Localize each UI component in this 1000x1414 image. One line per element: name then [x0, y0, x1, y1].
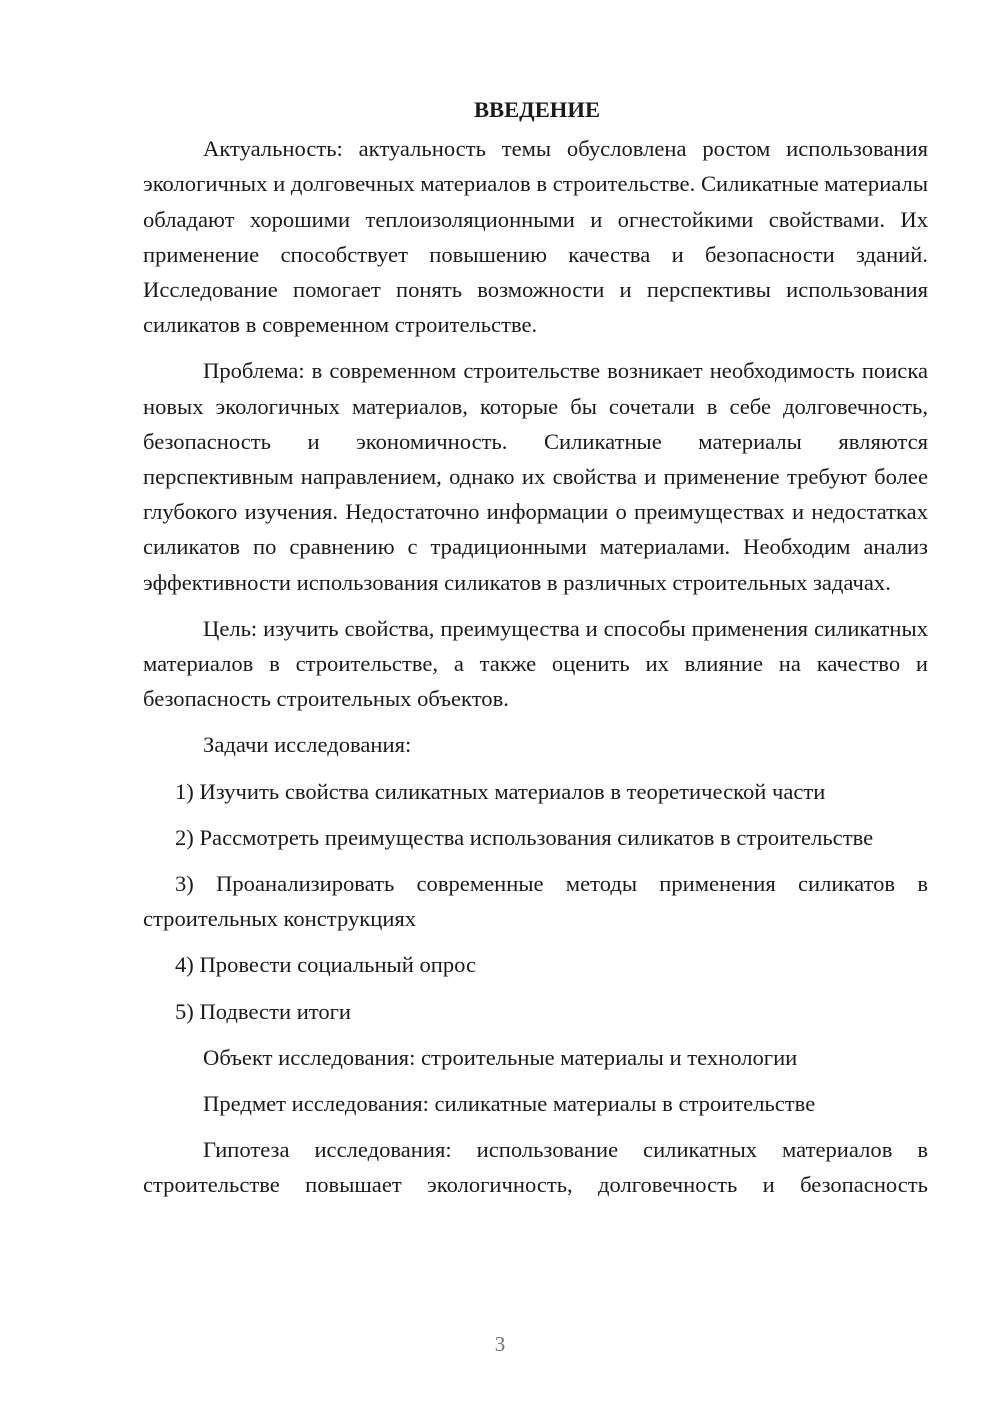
- section-title: ВВЕДЕНИЕ: [473, 97, 601, 122]
- paragraph-tasks-heading: Задачи исследования:: [203, 732, 412, 758]
- task-item-4: 4) Провести социальный опрос: [175, 952, 477, 978]
- paragraph-subject: Предмет исследования: силикатные материалы в строительстве: [203, 1091, 816, 1117]
- task-item-2: 2) Рассмотреть преимущества использования силикатов в строительстве: [175, 824, 874, 850]
- page-number: 3: [494, 1332, 506, 1356]
- paragraph-relevance: Актуальность: актуальность темы обусловлена ростом использования экологичных и долговечных материалов в строительстве. Силикатные материалы обладают хорошими теплоизоляционными и огнестойкими свойствами. Их применение способствует повышению качества и безопасности зданий. Исследование помогает понять возможности и перспективы использования силикатов в современном строительстве.: [143, 136, 928, 338]
- task-item-1: 1) Изучить свойства силикатных материалов в теоретической части: [175, 778, 826, 804]
- paragraph-object: Объект исследования: строительные материалы и технологии: [203, 1044, 798, 1070]
- paragraph-goal: Цель: изучить свойства, преимущества и способы применения силикатных материалов в строительстве, а также оценить их влияние на качество и безопасность строительных объектов.: [143, 615, 928, 712]
- paragraph-hypothesis: Гипотеза исследования: использование силикатных материалов в строительстве повышает экологичность, долговечность и безопасность: [143, 1137, 928, 1198]
- page-content: [143, 92, 928, 1203]
- paragraph-problem: Проблема: в современном строительстве возникает необходимость поиска новых экологичных материалов, которые бы сочетали в себе долговечность, безопасность и экономичность. Силикатные материалы являются перспективным направлением, однако их свойства и применение требуют более глубокого изучения. Недостаточно информации о преимуществах и недостатках силикатов по сравнению с традиционными материалами. Необходим анализ эффективности использования силикатов в различных строительных задачах.: [143, 358, 928, 595]
- task-item-5: 5) Подвести итоги: [175, 998, 352, 1024]
- task-item-3: 3) Проанализировать современные методы применения силикатов в строительных конструкциях: [143, 871, 928, 932]
